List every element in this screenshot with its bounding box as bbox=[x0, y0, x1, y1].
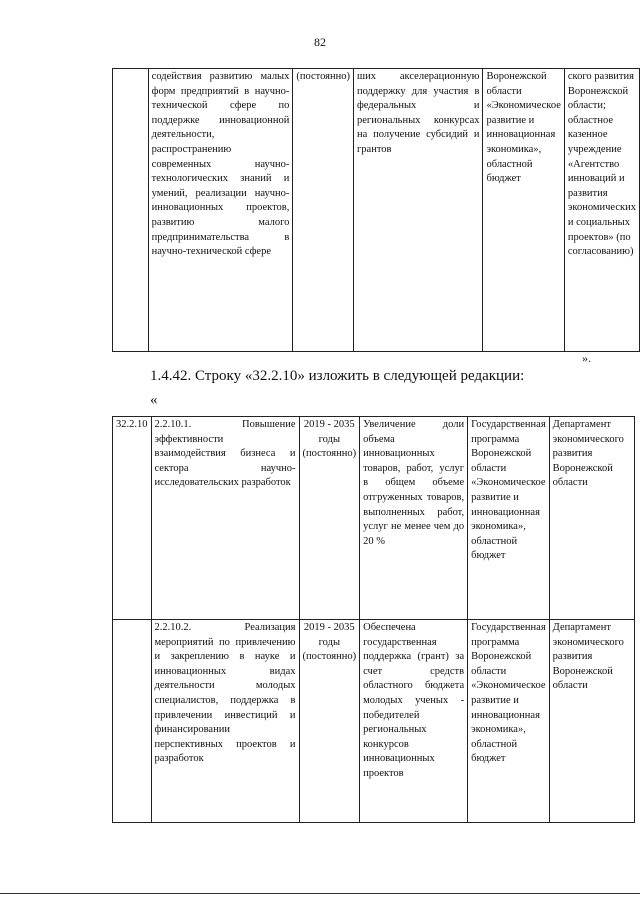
period-cell: (постоянно) bbox=[293, 69, 354, 352]
amendment-instruction: 1.4.42. Строку «32.2.10» изложить в следующей редакции: bbox=[150, 368, 525, 384]
code-cell: 32.2.10 bbox=[113, 417, 152, 620]
period-cell: 2019 - 2035 годы (постоянно) bbox=[299, 620, 360, 823]
replacement-table bbox=[112, 416, 635, 823]
action-cell: 2.2.10.1. Повышение эффективности взаимодействия бизнеса и сектора научно-исследовательских разработок bbox=[151, 417, 299, 620]
opening-quote: « bbox=[150, 392, 158, 408]
code-cell bbox=[113, 69, 149, 352]
footer-divider bbox=[0, 893, 640, 894]
action-cell: 2.2.10.2. Реализация мероприятий по привлечению и закреплению в науке и инновационных видах деятельности молодых специалистов, поддержка в привлечении инвестиций и финансировании перспективных проектов и разработок bbox=[151, 620, 299, 823]
source-cell: Государственная программа Воронежской области «Экономическое развитие и инновационная экономика», областной бюджет bbox=[468, 620, 550, 823]
result-cell: ших акселерационную поддержку для участия в федеральных и региональных конкурсах на получение субсидий и грантов bbox=[353, 69, 483, 352]
action-cell: содействия развитию малых форм предприятий в научно-технической сфере по поддержке инновационной деятельности, распространению современных научно-технологических знаний и умений, реализации научно-инновационных проектов, развитию малого предпринимательства в научно-технической сфере bbox=[148, 69, 293, 352]
table-row bbox=[113, 417, 635, 620]
executor-cell: ского развития Воронежской области; областное казенное учреждение «Агентство инноваций и развития экономических и социальных проектов» (по согласованию) bbox=[564, 69, 639, 352]
period-cell: 2019 - 2035 годы (постоянно) bbox=[299, 417, 360, 620]
page-number: 82 bbox=[314, 35, 326, 49]
result-cell: Увеличение доли объема инновационных товаров, работ, услуг в общем объеме отгруженных товаров, выполненных работ, услуг не менее чем до 20 % bbox=[360, 417, 468, 620]
continued-table bbox=[112, 68, 640, 352]
executor-cell: Департамент экономического развития Воронежской области bbox=[549, 620, 634, 823]
code-cell bbox=[113, 620, 152, 823]
table-row bbox=[113, 69, 640, 352]
source-cell: Государственная программа Воронежской области «Экономическое развитие и инновационная экономика», областной бюджет bbox=[468, 417, 550, 620]
source-cell: Воронежской области «Экономическое развитие и инновационная экономика», областной бюджет bbox=[483, 69, 564, 352]
executor-cell: Департамент экономического развития Воронежской области bbox=[549, 417, 634, 620]
result-cell: Обеспечена государственная поддержка (грант) за счет средств областного бюджета молодых ученых - победителей региональных конкурсов инновационных проектов bbox=[360, 620, 468, 823]
table-row bbox=[113, 620, 635, 823]
closing-quote: ». bbox=[582, 351, 591, 365]
